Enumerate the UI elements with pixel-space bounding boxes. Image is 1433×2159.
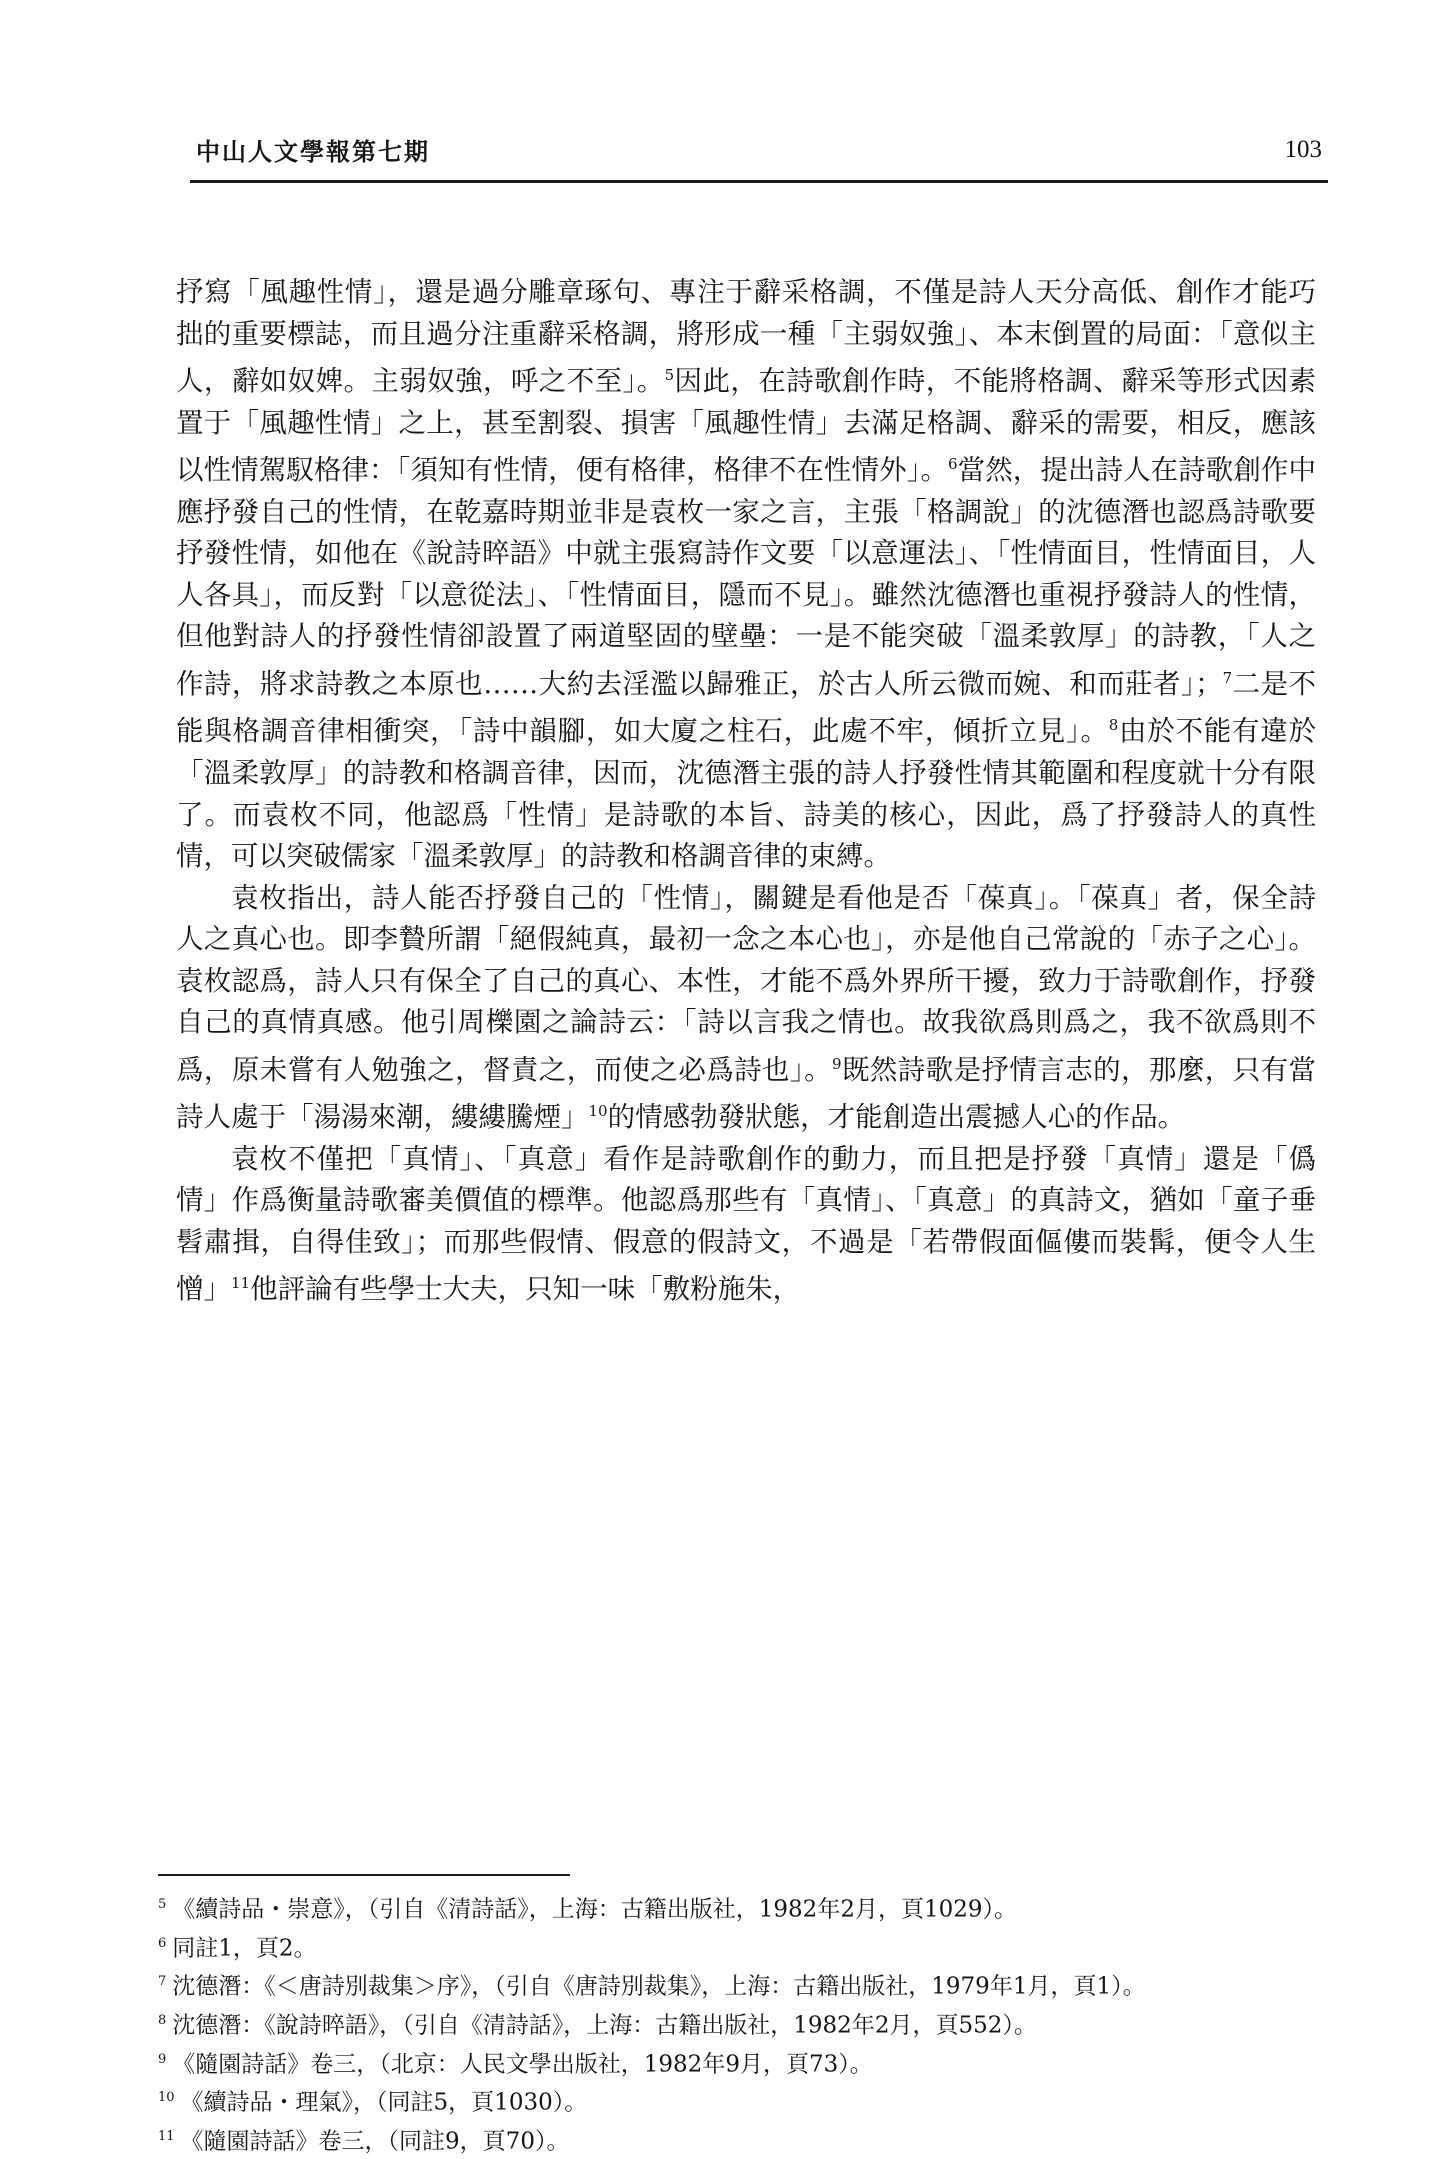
footnote-number: 10 xyxy=(158,2090,175,2106)
paragraph-3 xyxy=(176,1139,1316,1311)
footnote xyxy=(158,1888,1308,1927)
footnote xyxy=(158,2004,1308,2043)
footnote-ref: 7 xyxy=(1222,668,1233,687)
paragraph-1 xyxy=(176,272,1316,878)
footnote-text: 同註1，頁2。 xyxy=(172,1935,317,1962)
footnote-text: 沈德潛：《＜唐詩別裁集＞序》，（引自《唐詩別裁集》，上海：古籍出版社，1979年1月，頁1）。 xyxy=(172,1973,1146,2000)
text-run: 由於不能有違於「溫柔敦厚」的詩教和格調音律，因而，沈德潛主張的詩人抒發性情其範圍和程度就十分有限了。而袁枚不同，他認爲「性情」是詩歌的本旨、詩美的核心，因此，爲了抒發詩人的真性情，可以突破儒家「溫柔敦厚」的詩教和格調音律的束縛。 xyxy=(176,715,1317,873)
text-run: 當然，提出詩人在詩歌創作中應抒發自己的性情，在乾嘉時期並非是袁枚一家之言，主張「格調說」的沈德潛也認爲詩歌要抒發性情，如他在《說詩晬語》中就主張寫詩作文要「以意運法」、「性情面目，性情面目，人人各具」，而反對「以意從法」、「性情面目，隱而不見」。雖然沈德潛也重視抒發詩人的性情，但他對詩人的抒發性情卻設置了兩道堅固的壁壘：一是不能突破「溫柔敦厚」的詩教，「人之作詩，將求詩教之本原也……大約去淫濫以歸雅正，於古人所云微而婉、和而莊者」； xyxy=(176,454,1317,700)
footnote-number: 6 xyxy=(158,1935,167,1951)
text-run: 既然詩歌是抒情言志的，那麼，只有當詩人處于「湯湯來潮，縷縷騰煙」 xyxy=(176,1053,1317,1134)
footnote-ref: 10 xyxy=(588,1102,608,1121)
page-number: 103 xyxy=(1284,136,1322,163)
footnote xyxy=(158,1965,1308,2004)
footnote-text: 沈德潛：《說詩晬語》，（引自《清詩話》，上海：古籍出版社，1982年2月，頁552）。 xyxy=(172,2012,1037,2039)
footnote-text: 《隨園詩話》卷三，（北京：人民文學出版社，1982年9月，頁73）。 xyxy=(172,2051,873,2078)
footnote-ref: 9 xyxy=(832,1054,842,1073)
journal-title: 中山人文學報第七期 xyxy=(196,138,430,166)
footnote xyxy=(158,1927,1308,1966)
text-run: 袁枚不僅把「真情」、「真意」看作是詩歌創作的動力，而且把是抒發「真情」還是「僞情」作爲衡量詩歌審美價值的標準。他認爲那些有「真情」、「真意」的真詩文，猶如「童子垂髫肅揖，自得佳致」；而那些假情、假意的假詩文，不過是「若帶假面傴僂而裝髯，便令人生憎」 xyxy=(176,1142,1316,1306)
footnote-ref: 11 xyxy=(231,1274,251,1293)
footnote-number: 5 xyxy=(158,1897,167,1912)
paragraph-2 xyxy=(176,878,1316,1139)
footnote-number: 7 xyxy=(158,1974,167,1990)
header-rule xyxy=(190,180,1328,183)
footnote-text: 《續詩品・崇意》，（引自《清詩話》，上海：古籍出版社，1982年2月，頁1029）。 xyxy=(172,1896,1017,1923)
footnote-text: 《隨園詩話》卷三，（同註9，頁70）。 xyxy=(180,2128,570,2155)
text-run: 的情感勃發狀態，才能創造出震撼人心的作品。 xyxy=(607,1101,1186,1134)
text-run: 因此，在詩歌創作時，不能將格調、辭采等形式因素置于「風趣性情」之上，甚至割裂、損害「風趣性情」去滿足格調、辭采的需要，相反，應該以性情駕馭格律：「須知有性情，便有格律，格律不在性情外」。 xyxy=(176,365,1317,487)
footnote xyxy=(158,2043,1308,2082)
footnote-number: 9 xyxy=(158,2051,167,2067)
text-run: 抒寫「風趣性情」，還是過分雕章琢句、專注于辭采格調，不僅是詩人天分高低、創作才能巧拙的重要標誌，而且過分注重辭采格調，將形成一種「主弱奴強」、本末倒置的局面：「意似主人，辭如奴婢。主弱奴強，呼之不至」。 xyxy=(176,276,1316,398)
footnote-ref: 5 xyxy=(664,366,675,384)
footnote-ref: 8 xyxy=(1108,716,1119,735)
body-text xyxy=(176,272,1316,1311)
footnote xyxy=(158,2081,1308,2120)
footnote-text: 《續詩品・理氣》，（同註5，頁1030）。 xyxy=(180,2089,588,2116)
footnotes xyxy=(158,1888,1308,2159)
footnote-number: 11 xyxy=(158,2128,175,2144)
footnote-rule xyxy=(158,1874,570,1876)
footnote-ref: 6 xyxy=(948,455,958,474)
footnote-number: 8 xyxy=(158,2012,167,2028)
text-run: 袁枚指出，詩人能否抒發自己的「性情」，關鍵是看他是否「葆真」。「葆真」者，保全詩人之真心也。即李贄所謂「絕假純真，最初一念之本心也」，亦是他自己常說的「赤子之心」。袁枚認爲，詩人只有保全了自己的真心、本性，才能不爲外界所干擾，致力于詩歌創作，抒發自己的真情真感。他引周櫟園之論詩云：「詩以言我之情也。故我欲爲則爲之，我不欲爲則不爲，原未嘗有人勉強之，督責之，而使之必爲詩也」。 xyxy=(176,881,1316,1086)
text-run: 二是不能與格調音律相衝突，「詩中韻腳，如大廈之柱石，此處不牢，傾折立見」。 xyxy=(176,667,1317,748)
text-run: 他評論有些學士大夫，只知一味「敷粉施朱， xyxy=(250,1273,801,1306)
running-header xyxy=(196,128,1322,176)
footnote xyxy=(158,2120,1308,2159)
